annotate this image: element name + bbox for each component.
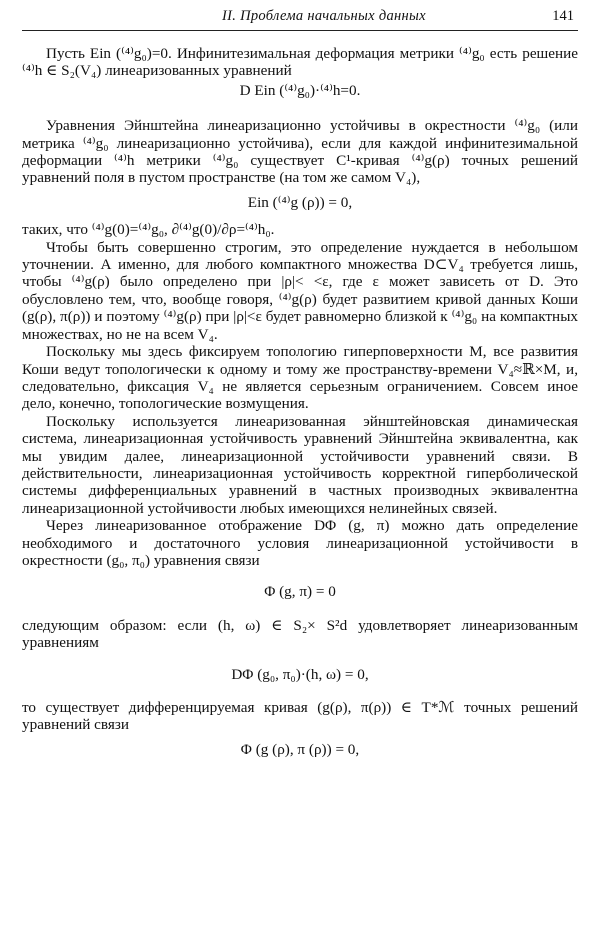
running-header — [22, 0, 578, 31]
paragraph-curve-existence: то существует дифференцируемая кривая (g(ρ), π(ρ)) ∈ T*ℳ точных решений уравнений связи — [22, 699, 578, 734]
page-body — [22, 45, 578, 758]
paragraph-condition: следующим образом: если (h, ω) ∈ S₂× S²d удовлетворяет линеаризованным уравнениям — [22, 616, 578, 652]
equation-einstein-vacuum: Ein (⁽⁴⁾g (ρ)) = 0, — [247, 193, 353, 211]
paragraph-definition-deformation: Пусть Ein (⁽⁴⁾g₀)=0. Инфинитезимальная деформация метрики ⁽⁴⁾g₀ есть решение ⁽⁴⁾h ∈ S₂(V₄) линеаризованных уравнений — [22, 45, 578, 80]
paragraph-linearization-stability-definition: Уравнения Эйнштейна линеаризационно устойчивы в окрестности ⁽⁴⁾g₀ (или метрика ⁽⁴⁾g₀ линеаризационно устойчива), если для каждой инфинитезимальной деформации ⁽⁴⁾h метрики ⁽⁴⁾g₀ существует C¹-кривая ⁽⁴⁾g(ρ) точных решений уравнений поля в пустом пространстве (на том же самом V₄), — [22, 117, 578, 187]
running-title: II. Проблема начальных данных — [222, 8, 426, 24]
page-number: 141 — [552, 8, 574, 24]
paragraph-initial-conditions: таких, что ⁽⁴⁾g(0)=⁽⁴⁾g₀, ∂⁽⁴⁾g(0)/∂ρ=⁽⁴⁾h₀. — [22, 221, 275, 239]
paragraph-topology-remark: Поскольку мы здесь фиксируем топологию гиперповерхности M, все развития Коши ведут топологически к одному и тому же пространству-времени V₄≈ℝ×M, и, следовательно, фиксация V₄ не является серьезным ограничением. Совсем иное дело, конечно, топологические возмущения. — [22, 343, 578, 413]
paragraph-constraint-equivalence: Поскольку используется линеаризованная эйнштейновская динамическая система, линеаризационная устойчивость уравнений Эйнштейна эквивалентна, как мы увидим далее, линеаризационной устойчивости уравнений связи. В действительности, линеаризационная устойчивость корректной гиперболической системы дифференциальных уравнений в частных производных эквивалентна линеаризационной устойчивости любых имеющихся нелинейных связей. — [22, 412, 578, 517]
equation-linearized-einstein: D Ein (⁽⁴⁾g₀)·⁽⁴⁾h=0. — [239, 81, 361, 99]
paragraph-rigor-remark: Чтобы быть совершенно строгим, это определение нуждается в небольшом уточнении. А именно, для любого компактного множества D⊂V₄ требуется лишь, чтобы ⁽⁴⁾g(ρ) было определено при |ρ|< <ε, где ε может зависеть от D. Это обусловлено тем, что, вообще говоря, ⁽⁴⁾g(ρ) будет развитием кривой данных Коши (g(ρ), π(ρ)) и поэтому ⁽⁴⁾g(ρ) при |ρ|<ε будет равномерно близкой к ⁽⁴⁾g₀ на компактных множествах, но не на всем V₄. — [22, 238, 578, 343]
paragraph-linearized-map: Через линеаризованное отображение DΦ (g, π) можно дать определение необходимого и достаточного условия линеаризационной устойчивости в окрестности (g₀, π₀) уравнения связи — [22, 517, 578, 569]
equation-constraint: Φ (g, π) = 0 — [264, 583, 336, 601]
equation-linearized-constraint: DΦ (g₀, π₀)·(h, ω) = 0, — [231, 665, 369, 683]
equation-constraint-curve: Φ (g (ρ), π (ρ)) = 0, — [240, 740, 360, 758]
